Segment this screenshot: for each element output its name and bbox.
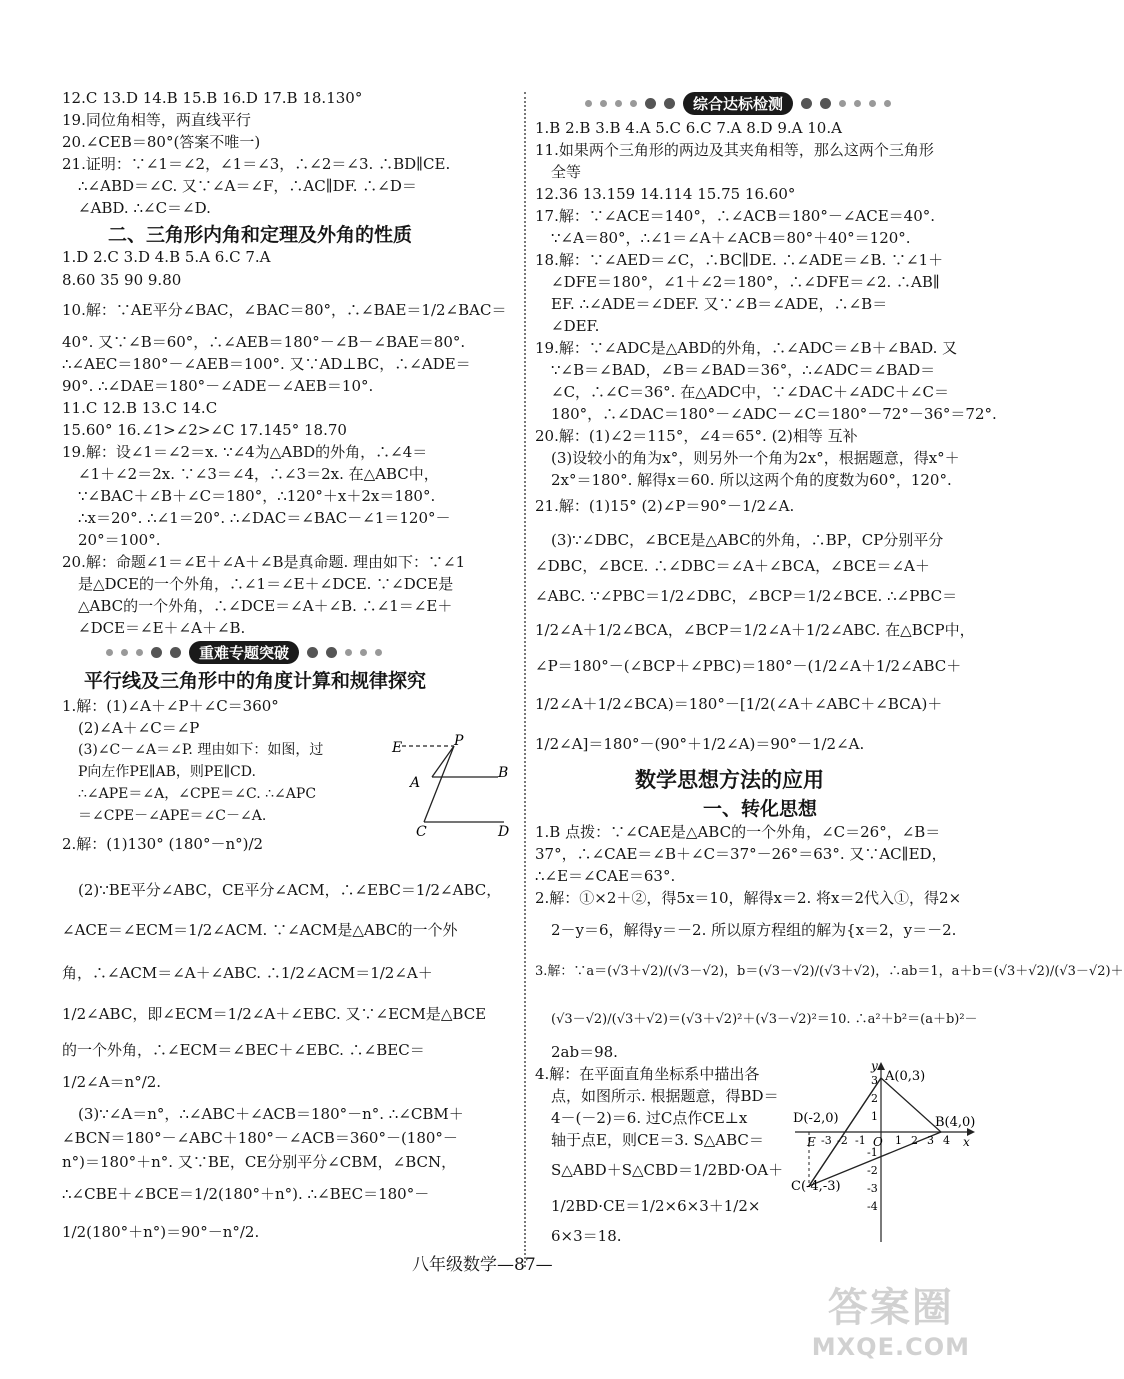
text-line: 12.36 13.159 14.114 15.75 16.60°	[535, 185, 796, 203]
label-b: B	[498, 765, 509, 781]
y-tick-label: 2	[871, 1092, 878, 1105]
text-line: 4.解：在平面直角坐标系中描出各	[535, 1065, 760, 1083]
section-heading: 平行线及三角形中的角度计算和规律探究	[84, 670, 427, 692]
y-tick-label: -2	[867, 1164, 878, 1177]
y-tick-label: -4	[867, 1200, 878, 1213]
text-line: ∠DBC，∠BCE. ∴∠DBC＝∠A＋∠BCA，∠BCE＝∠A＋	[535, 557, 930, 575]
text-line: P向左作PE∥AB，则PE∥CD.	[78, 764, 256, 780]
text-line: ∠ACE＝∠ECM＝1/2∠ACM. ∵∠ACM是△ABC的一个外	[62, 921, 458, 939]
text-line: 15.60° 16.∠1>∠2>∠C 17.145° 18.70	[62, 421, 347, 439]
x-tick-label: -2	[837, 1134, 848, 1147]
x-tick-label: 4	[943, 1134, 950, 1147]
text-line: 12.C 13.D 14.B 15.B 16.D 17.B 18.130°	[62, 89, 363, 107]
text-line: ∴∠E＝∠CAE＝63°.	[535, 867, 676, 885]
text-line: 11.C 12.B 13.C 14.C	[62, 399, 218, 417]
text-line: 19.解：设∠1＝∠2＝x. ∵∠4为△ABD的外角，∴∠4＝	[62, 443, 428, 461]
text-line: ∴x＝20°. ∴∠1＝20°. ∴∠DAC＝∠BAC－∠1＝120°－	[78, 509, 451, 527]
text-line: (3)∵∠DBC，∠BCE是△ABC的外角，∴BP，CP分别平分	[551, 531, 944, 549]
x-tick-label: 1	[895, 1134, 902, 1147]
text-line: 2x°＝180°. 解得x＝60. 所以这两个角的度数为60°，120°.	[551, 471, 952, 489]
section-subheading: 一、转化思想	[703, 798, 818, 820]
text-line: ∠DCE＝∠E＋∠A＋∠B.	[78, 619, 246, 637]
text-line: 4－(－2)＝6. 过C点作CE⊥x	[551, 1109, 748, 1127]
text-line: ∴∠APE＝∠A，∠CPE＝∠C. ∴∠APC	[78, 786, 317, 802]
text-line: △ABC的一个外角，∴∠DCE＝∠A＋∠B. ∴∠1＝∠E＋	[78, 597, 453, 615]
text-line: 90°. ∴∠DAE＝180°－∠ADE－∠AEB＝10°.	[62, 377, 374, 395]
column-divider	[524, 92, 526, 1267]
text-line: EF. ∴∠ADE＝∠DEF. 又∵∠B＝∠ADE，∴∠B＝	[551, 295, 888, 313]
text-line: ∠ABD. ∴∠C＝∠D.	[78, 199, 211, 217]
label-e: E	[392, 740, 403, 756]
y-tick-label: 3	[871, 1074, 878, 1087]
x-axis-label: x	[963, 1135, 970, 1149]
x-tick-label: 3	[927, 1134, 934, 1147]
section-banner	[585, 91, 891, 115]
text-line: 1/2∠A]＝180°－(90°＋1/2∠A)＝90°－1/2∠A.	[535, 735, 865, 753]
text-line: 11.如果两个三角形的两边及其夹角相等，那么这两个三角形	[535, 141, 934, 159]
text-line: 3.解：∵a＝(√3＋√2)/(√3－√2)，b＝(√3－√2)/(√3＋√2)，∴ab＝1，a＋b＝(√3＋√2)/(√3－√2)＋	[535, 964, 1124, 979]
text-line: 21.证明：∵∠1＝∠2，∠1＝∠3，∴∠2＝∠3. ∴BD∥CE.	[62, 155, 451, 173]
text-line: n°)＝180°＋n°. 又∵BE，CE分别平分∠CBM，∠BCN，	[62, 1153, 457, 1171]
text-line: ∠ABC. ∵∠PBC＝1/2∠DBC，∠BCP＝1/2∠BCE. ∴∠PBC＝	[535, 587, 958, 605]
y-axis-arrow-icon	[877, 1062, 885, 1070]
text-line: 1/2∠A＝n°/2.	[62, 1073, 162, 1091]
text-line: 20.∠CEB＝80°(答案不唯一)	[62, 133, 261, 151]
text-line: 1/2∠A＋1/2∠BCA，∠BCP＝1/2∠A＋1/2∠ABC. 在△BCP中，	[535, 621, 975, 639]
text-line: ∵∠B＝∠BAD，∠B＝∠BAD＝36°，∴∠ADC＝∠BAD＝	[551, 361, 936, 379]
text-line: (3)∵∠A＝n°，∴∠ABC＋∠ACB＝180°－n°. ∴∠CBM＋	[78, 1105, 464, 1123]
origin-label: O	[873, 1135, 883, 1149]
segment-pc	[424, 746, 454, 822]
text-line: (√3－√2)/(√3＋√2)＝(√3＋√2)²＋(√3－√2)²＝10. ∴a²＋b²＝(a＋b)²－	[551, 1012, 978, 1027]
text-line: 21.解：(1)15° (2)∠P＝90°－1/2∠A.	[535, 497, 795, 515]
text-line: (3)设较小的角为x°，则另外一个角为2x°，根据题意，得x°＋	[551, 449, 960, 467]
text-line: 1/2∠A＋1/2∠BCA)＝180°－[1/2(∠A＋∠ABC＋∠BCA)＋	[535, 695, 943, 713]
point-b-label: B(4,0)	[935, 1115, 976, 1130]
text-line: 是△DCE的一个外角，∴∠1＝∠E＋∠DCE. ∵∠DCE是	[78, 575, 454, 593]
text-line: ∴∠CBE＋∠BCE＝1/2(180°＋n°). ∴∠BEC＝180°－	[62, 1185, 430, 1203]
section-heading: 二、三角形内角和定理及外角的性质	[108, 224, 413, 246]
text-line: 20°＝100°.	[78, 531, 161, 549]
text-line: ∠DEF.	[551, 317, 600, 335]
banner-dots-right	[307, 647, 382, 658]
point-a-label: A(0,3)	[885, 1069, 926, 1084]
x-tick-labels	[821, 1134, 950, 1147]
label-d: D	[498, 824, 510, 840]
text-line: 2.解：(1)130° (180°－n°)/2	[62, 835, 264, 853]
text-line: ∠P＝180°－(∠BCP＋∠PBC)＝180°－(1/2∠A＋1/2∠ABC＋	[535, 657, 962, 675]
watermark-logo: 答案圈	[827, 1285, 954, 1331]
text-line: ∠DFE＝180°，∠1＋∠2＝180°，∴∠DFE＝∠2. ∴AB∥	[551, 273, 940, 291]
y-tick-label: -3	[867, 1182, 878, 1195]
text-line: 17.解：∵∠ACE＝140°，∴∠ACB＝180°－∠ACE＝40°.	[535, 207, 936, 225]
parallel-lines-figure	[388, 733, 516, 843]
coordinate-plane-figure	[785, 1060, 980, 1250]
text-line: ∠C，∴∠C＝36°. 在△ADC中，∵∠DAC＋∠ADC＋∠C＝	[551, 383, 949, 401]
text-line: 全等	[551, 163, 582, 181]
text-line: 20.解：命题∠1＝∠E＋∠A＋∠B是真命题. 理由如下：∵∠1	[62, 553, 466, 571]
x-tick-label: 2	[911, 1134, 918, 1147]
banner-label: 综合达标检测	[683, 92, 793, 115]
text-line: 19.解：∵∠ADC是△ABD的外角，∴∠ADC＝∠B＋∠BAD. 又	[535, 339, 958, 357]
text-line: 2ab＝98.	[551, 1043, 618, 1061]
banner-dots-left	[106, 647, 181, 658]
text-line: 轴于点E，则CE＝3. S△ABC＝	[551, 1131, 764, 1149]
text-line: S△ABD＋S△CBD＝1/2BD·OA＋	[551, 1161, 784, 1179]
text-line: ∴∠AEC＝180°－∠AEB＝100°. 又∵AD⊥BC，∴∠ADE＝	[62, 355, 471, 373]
text-line: 2.解：①×2＋②，得5x＝10，解得x＝2. 将x＝2代入①，得2×	[535, 889, 962, 907]
text-line: ∵∠A＝80°，∴∠1＝∠A＋∠ACB＝80°＋40°＝120°.	[551, 229, 911, 247]
y-axis-label: y	[871, 1059, 878, 1073]
text-line: 19.同位角相等，两直线平行	[62, 111, 251, 129]
x-tick-label: -1	[855, 1134, 866, 1147]
text-line: 37°，∴∠CAE＝∠B＋∠C＝37°－26°＝63°. 又∵AC∥ED，	[535, 845, 947, 863]
text-line: 1/2BD·CE＝1/2×6×3＋1/2×	[551, 1197, 761, 1215]
point-e-label: E	[807, 1135, 816, 1149]
text-line: 20.解：(1)∠2＝115°，∠4＝65°. (2)相等 互补	[535, 427, 858, 445]
y-tick-label: -1	[867, 1146, 878, 1159]
label-p: P	[454, 733, 464, 749]
watermark	[812, 1276, 970, 1361]
text-line: 180°，∴∠DAC＝180°－∠ADC－∠C＝180°－72°－36°＝72°.	[551, 405, 997, 423]
section-banner	[106, 640, 382, 664]
text-line: 8.60 35 90 9.80	[62, 271, 182, 289]
point-d-label: D(-2,0)	[793, 1111, 839, 1126]
text-line: ∠BCN＝180°－∠ABC＋180°－∠ACB＝360°－(180°－	[62, 1129, 458, 1147]
text-line: 1/2∠ABC，即∠ECM＝1/2∠A＋∠EBC. 又∵∠ECM是△BCE	[62, 1005, 487, 1023]
text-line: 2－y＝6，解得y＝－2. 所以原方程组的解为{x＝2，y＝－2.	[551, 921, 957, 939]
banner-label: 重难专题突破	[189, 641, 299, 664]
text-line: 点，如图所示. 根据题意，得BD＝	[551, 1087, 779, 1105]
label-c: C	[416, 824, 427, 840]
text-line: (2)∵BE平分∠ABC，CE平分∠ACM，∴∠EBC＝1/2∠ABC，	[78, 881, 502, 899]
text-line: 角，∴∠ACM＝∠A＋∠ABC. ∴1/2∠ACM＝1/2∠A＋	[62, 964, 433, 982]
watermark-url: MXQE.COM	[811, 1333, 970, 1361]
text-line: 1/2(180°＋n°)＝90°－n°/2.	[62, 1223, 260, 1241]
text-line: ∴∠ABD＝∠C. 又∵∠A＝∠F，∴AC∥DF. ∴∠D＝	[78, 177, 417, 195]
x-tick-label: -3	[821, 1134, 832, 1147]
point-c-label: C(-4,-3)	[791, 1179, 841, 1194]
banner-dots-left	[585, 98, 675, 109]
text-line: ∠1＋∠2＝2x. ∵∠3＝∠4，∴∠3＝2x. 在△ABC中，	[78, 465, 439, 483]
text-line: ＝∠CPE－∠APE＝∠C－∠A.	[78, 808, 267, 824]
section-heading: 数学思想方法的应用	[635, 768, 824, 792]
label-a: A	[410, 775, 421, 791]
text-line: 6×3＝18.	[551, 1227, 622, 1245]
text-line: 1.B 点拨：∵∠CAE是△ABC的一个外角，∠C＝26°，∠B＝	[535, 823, 941, 841]
text-line: 40°. 又∵∠B＝60°，∴∠AEB＝180°－∠B－∠BAE＝80°.	[62, 333, 466, 351]
text-line: (2)∠A＋∠C＝∠P	[78, 719, 200, 737]
text-line: 的一个外角，∴∠ECM＝∠BEC＋∠EBC. ∴∠BEC＝	[62, 1041, 425, 1059]
text-line: 1.D 2.C 3.D 4.B 5.A 6.C 7.A	[62, 248, 271, 266]
page-footer: 八年级数学—87—	[412, 1255, 553, 1275]
text-line: ∵∠BAC＋∠B＋∠C＝180°，∴120°＋x＋2x＝180°.	[78, 487, 436, 505]
y-tick-label: 1	[871, 1110, 878, 1123]
text-line: 18.解：∵∠AED＝∠C，∴BC∥DE. ∴∠ADE＝∠B. ∵∠1＋	[535, 251, 944, 269]
text-line: 10.解：∵AE平分∠BAC，∠BAC＝80°，∴∠BAE＝1/2∠BAC＝	[62, 301, 507, 319]
text-line: (3)∠C－∠A＝∠P. 理由如下：如图，过	[78, 742, 324, 758]
banner-dots-right	[801, 98, 891, 109]
text-line: 1.B 2.B 3.B 4.A 5.C 6.C 7.A 8.D 9.A 10.A	[535, 119, 842, 137]
text-line: 1.解：(1)∠A＋∠P＋∠C＝360°	[62, 697, 279, 715]
